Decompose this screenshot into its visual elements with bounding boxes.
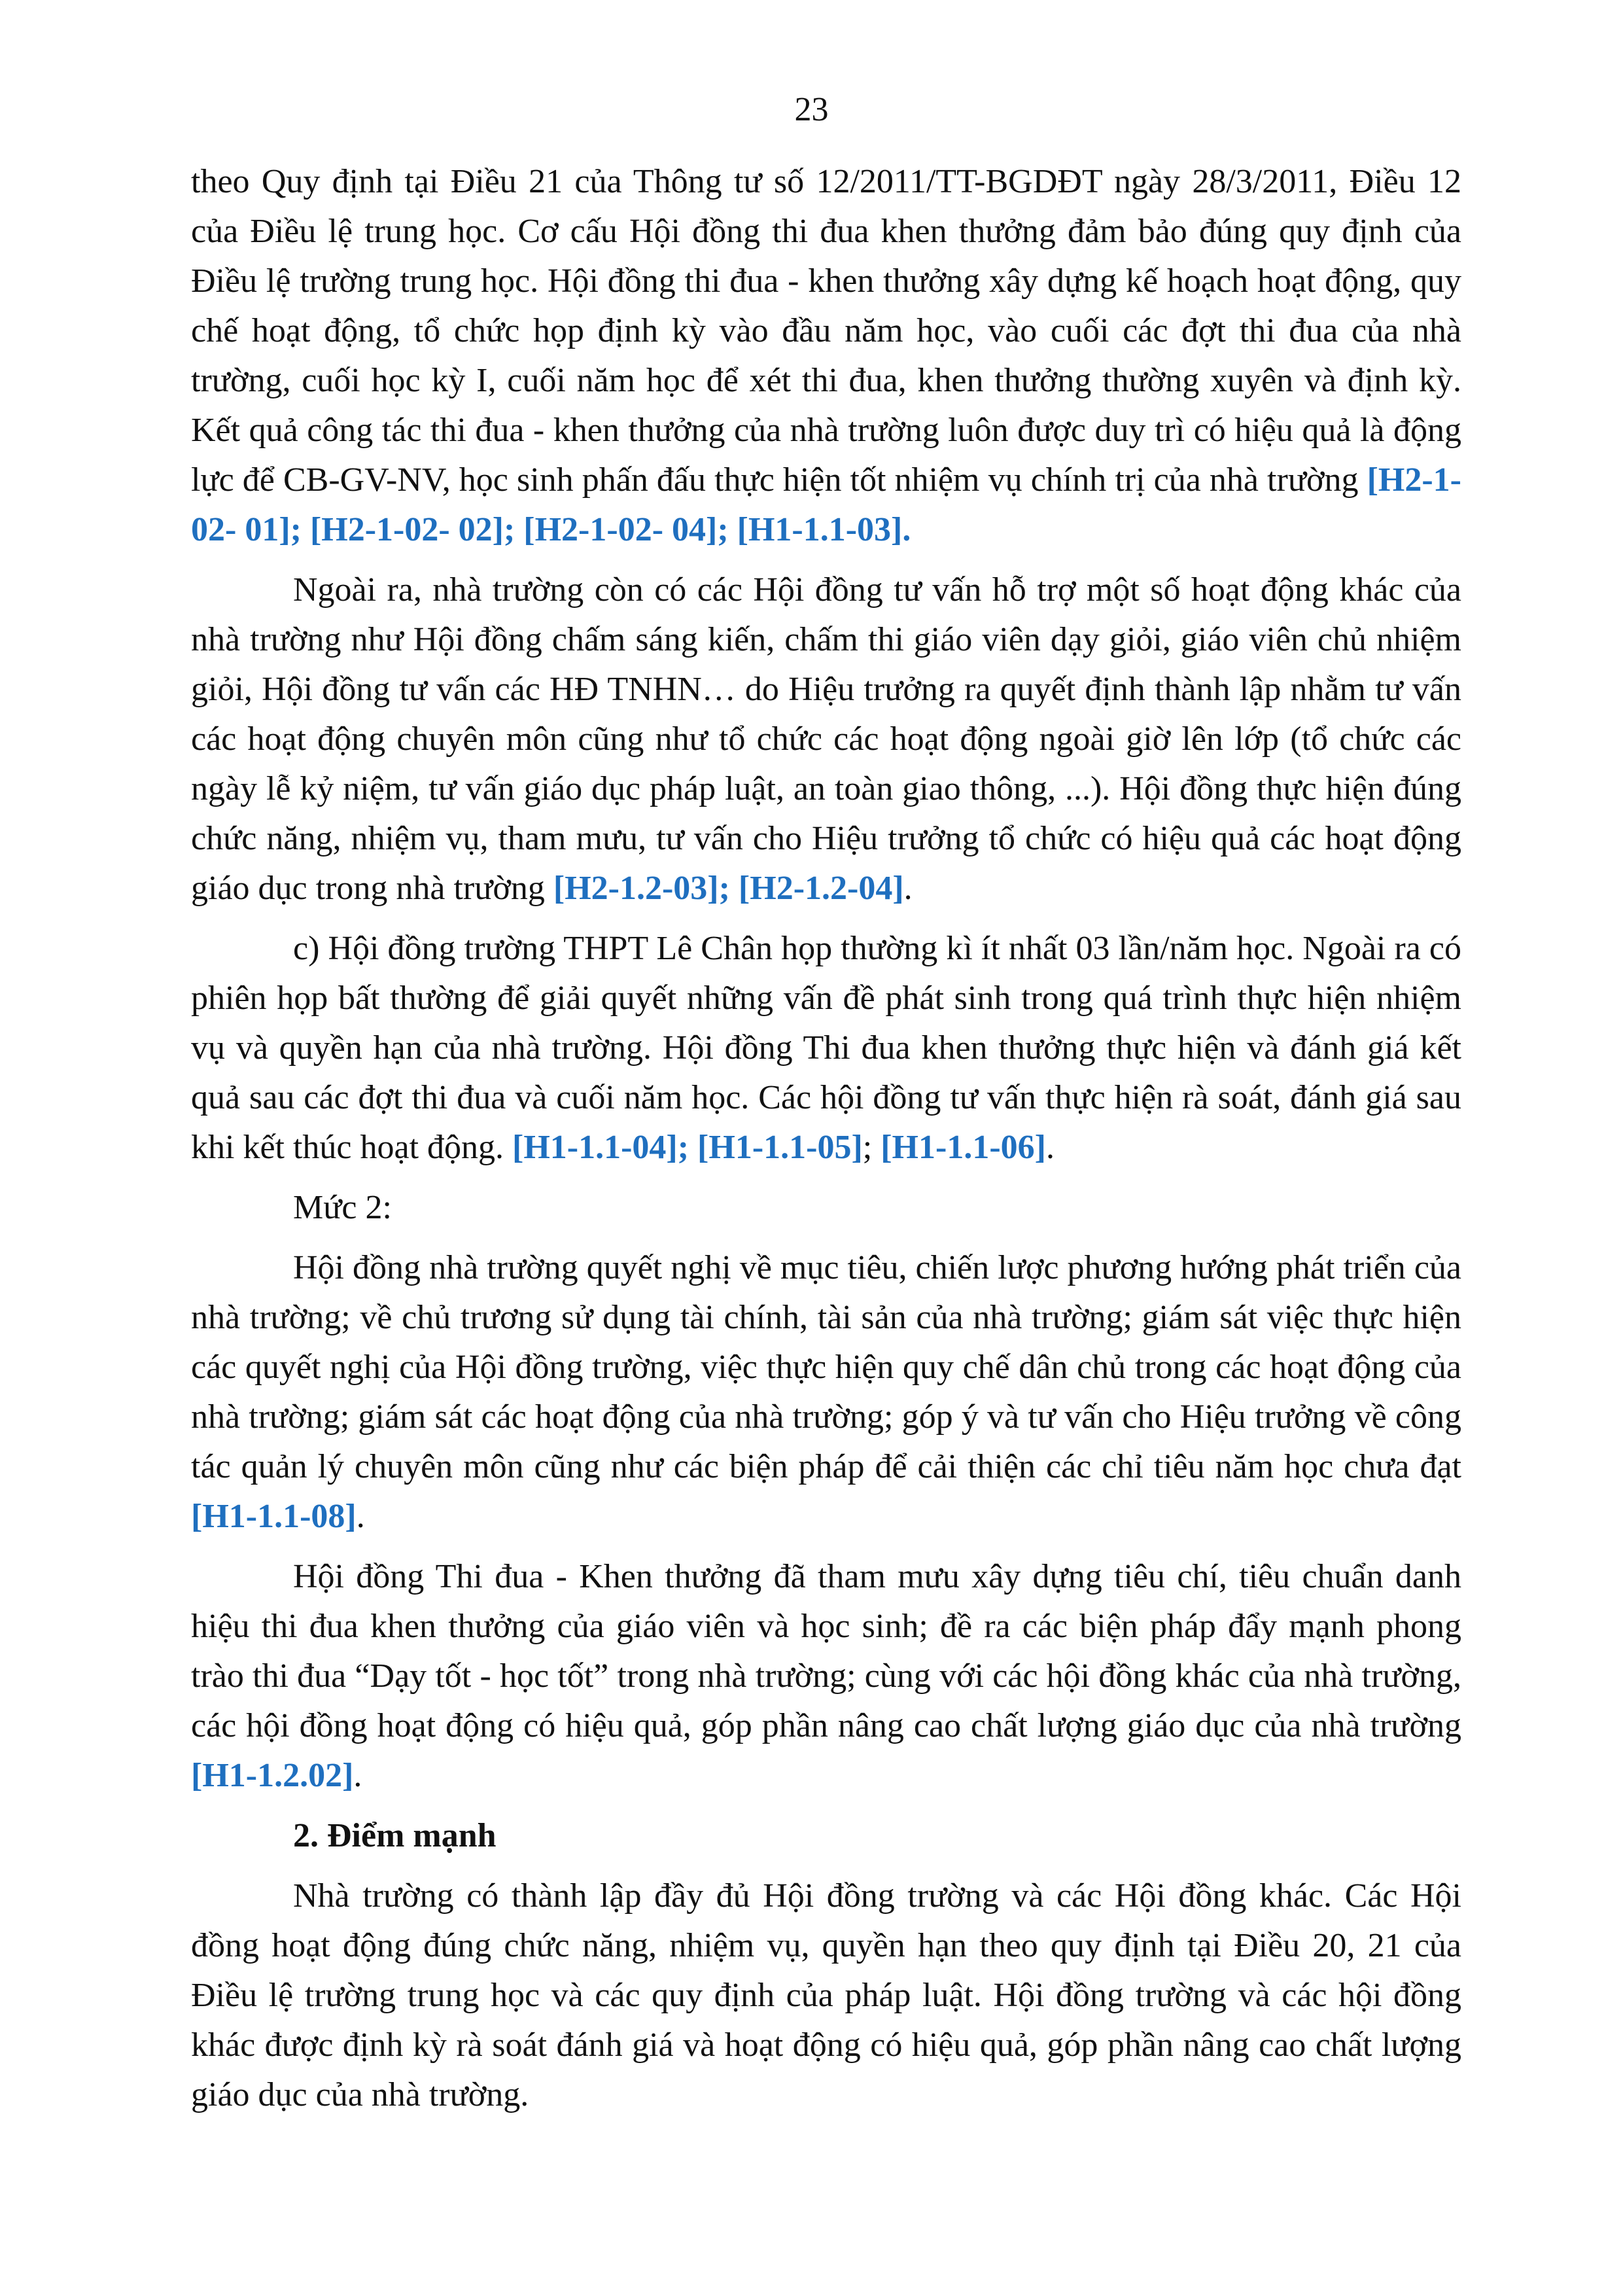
- paragraph-text: Ngoài ra, nhà trường còn có các Hội đồng tư vấn hỗ trợ một số hoạt động khác của nhà trường như Hội đồng chấm sáng kiến, chấm thi giáo viên dạy giỏi, giáo viên chủ nhiệm giỏi, Hội đồng tư vấn các HĐ TNHN… do Hiệu trưởng ra quyết định thành lập nhằm tư vấn các hoạt động chuyên môn cũng như tổ chức các hoạt động ngoài giờ lên lớp (tổ chức các ngày lễ kỷ niệm, tư vấn giáo dục pháp luật, an toàn giao thông, ...). Hội đồng thực hiện đúng chức năng, nhiệm vụ, tham mưu, tư vấn cho Hiệu trưởng tổ chức có hiệu quả các hoạt động giáo dục trong nhà trường: [191, 571, 1461, 907]
- evidence-reference: [H1-1.2.02]: [191, 1757, 354, 1794]
- evidence-reference: [H1-1.1-04]; [H1-1.1-05]: [512, 1129, 863, 1166]
- paragraph-text: .: [356, 1498, 365, 1535]
- document-body: [191, 157, 1461, 2130]
- evidence-reference: [H1-1.1-06]: [881, 1129, 1046, 1166]
- paragraph: [191, 1183, 1461, 1233]
- evidence-reference: [H1-1.1-08]: [191, 1498, 357, 1535]
- paragraph: [191, 1552, 1461, 1801]
- section-heading: 2. Điểm mạnh: [293, 1817, 497, 1854]
- strengths-paragraph: Nhà trường có thành lập đầy đủ Hội đồng trường và các Hội đồng khác. Các Hội đồng hoạt động đúng chức năng, nhiệm vụ, quyền hạn theo quy định tại Điều 20, 21 của Điều lệ trường trung học và các quy định của pháp luật. Hội đồng trường và các hội đồng khác được định kỳ rà soát đánh giá và hoạt động có hiệu quả, góp phần nâng cao chất lượng giáo dục của nhà trường.: [191, 1877, 1461, 2113]
- paragraph-text: .: [903, 870, 913, 907]
- evidence-reference: [H2-1-02- 01]; [H2-1-02- 02]; [H2-1-02- 04]; [H1-1.1-03].: [191, 461, 1461, 548]
- paragraph-text: c) Hội đồng trường THPT Lê Chân họp thường kì ít nhất 03 lần/năm học. Ngoài ra có phiên họp bất thường để giải quyết những vấn đề phát sinh trong quá trình thực hiện nhiệm vụ và quyền hạn của nhà trường. Hội đồng Thi đua khen thưởng thực hiện và đánh giá kết quả sau các đợt thi đua và cuối năm học. Các hội đồng tư vấn thực hiện rà soát, đánh giá sau khi kết thúc hoạt động.: [191, 930, 1461, 1166]
- body-paragraphs: [191, 157, 1461, 1801]
- evidence-reference: [H2-1.2-03]; [H2-1.2-04]: [553, 870, 904, 907]
- page-number: 23: [794, 91, 829, 128]
- paragraph-text: theo Quy định tại Điều 21 của Thông tư số 12/2011/TT-BGDĐT ngày 28/3/2011, Điều 12 của Điều lệ trung học. Cơ cấu Hội đồng thi đua khen thưởng đảm bảo đúng quy định của Điều lệ trường trung học. Hội đồng thi đua - khen thưởng xây dựng kế hoạch hoạt động, quy chế hoạt động, tổ chức họp định kỳ vào đầu năm học, vào cuối các đợt thi đua của nhà trường, cuối học kỳ I, cuối năm học để xét thi đua, khen thưởng thường xuyên và định kỳ. Kết quả công tác thi đua - khen thưởng của nhà trường luôn được duy trì có hiệu quả là động lực để CB-GV-NV, học sinh phấn đấu thực hiện tốt nhiệm vụ chính trị của nhà trường: [191, 163, 1461, 499]
- paragraph-text: Mức 2:: [293, 1189, 392, 1226]
- paragraph: [191, 1243, 1461, 1542]
- paragraph-text: Hội đồng Thi đua - Khen thưởng đã tham mưu xây dựng tiêu chí, tiêu chuẩn danh hiệu thi đua khen thưởng của giáo viên và học sinh; đề ra các biện pháp đẩy mạnh phong trào thi đua “Dạy tốt - học tốt” trong nhà trường; cùng với các hội đồng khác của nhà trường, các hội đồng hoạt động có hiệu quả, góp phần nâng cao chất lượng giáo dục của nhà trường: [191, 1558, 1461, 1744]
- paragraph: [191, 565, 1461, 913]
- paragraph-text: Hội đồng nhà trường quyết nghị về mục tiêu, chiến lược phương hướng phát triển của nhà trường; về chủ trương sử dụng tài chính, tài sản của nhà trường; giám sát việc thực hiện các quyết nghị của Hội đồng trường, việc thực hiện quy chế dân chủ trong các hoạt động của nhà trường; giám sát các hoạt động của nhà trường; góp ý và tư vấn cho Hiệu trưởng về công tác quản lý chuyên môn cũng như các biện pháp để cải thiện các chỉ tiêu năm học chưa đạt: [191, 1249, 1461, 1485]
- paragraph-text: .: [353, 1757, 362, 1794]
- paragraph: [191, 157, 1461, 555]
- paragraph-text: ;: [862, 1129, 881, 1166]
- paragraph-text: .: [1045, 1129, 1055, 1166]
- paragraph: [191, 924, 1461, 1173]
